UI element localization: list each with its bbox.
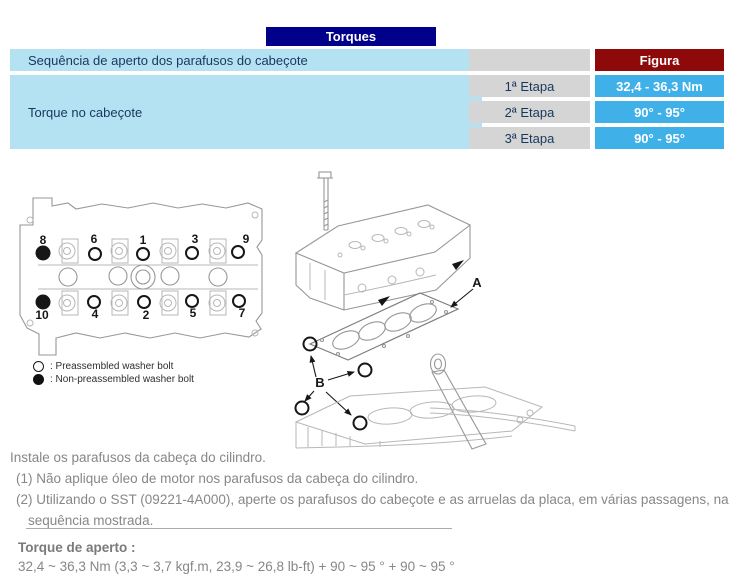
head-bolt: [317, 172, 333, 230]
cylinder-head-top-view-diagram: [10, 185, 280, 360]
bolt-number: 2: [142, 308, 150, 322]
torque-value: 32,4 ~ 36,3 Nm (3,3 ~ 3,7 kgf.m, 23,9 ~ 26,8 lb-ft) + 90 ~ 95 ° + 90 ~ 95 °: [18, 559, 455, 574]
torques-title: Torques: [266, 27, 436, 46]
gasket-label-a: A: [472, 275, 482, 290]
bolt-number: 7: [238, 306, 246, 320]
bolt-marker-open-icon: [137, 248, 149, 260]
filled-circle-icon: [33, 374, 44, 385]
bolt-marker-filled-icon: [36, 246, 51, 261]
bolt-number: 3: [191, 232, 199, 246]
instruction-line-2: (1) Não aplique óleo de motor nos parafusos da cabeça do cilindro.: [16, 471, 419, 486]
exploded-view-diagram: [280, 160, 580, 450]
spec-name-cell: Sequência de aperto dos parafusos do cabeçote: [10, 49, 482, 71]
engine-block: [296, 387, 542, 448]
value-cell-1: 32,4 - 36,3 Nm: [595, 75, 724, 97]
bolt-marker-open-icon: [186, 247, 198, 259]
bolt-number: 4: [91, 307, 99, 321]
dowel-circle: [354, 417, 367, 430]
torque-divider: [26, 528, 452, 529]
dowel-circles: [296, 338, 372, 430]
value-cell-3: 90° - 95°: [595, 127, 724, 149]
instruction-line-3b: sequência mostrada.: [28, 513, 154, 528]
bolt-number: 10: [35, 308, 49, 322]
stage-cell-1: 1ª Etapa: [469, 75, 590, 97]
bolt-number: 5: [189, 306, 197, 320]
bolt-number: 6: [90, 232, 98, 246]
dowel-label-b: B: [315, 375, 325, 390]
stage-cell-2: 2ª Etapa: [469, 101, 590, 123]
bolt-number: 8: [39, 233, 47, 247]
bolt-number: 1: [139, 233, 147, 247]
label-a-arrow: [451, 289, 473, 307]
value-cell-2: 90° - 95°: [595, 101, 724, 123]
bolt-number: 9: [242, 232, 250, 246]
bolt-marker-open-icon: [138, 296, 150, 308]
legend-item-non-preassembled: [33, 374, 194, 385]
torque-heading: Torque de aperto :: [18, 540, 136, 555]
legend-item-preassembled: [33, 361, 173, 372]
empty-header-cell: [469, 49, 590, 71]
dowel-circle: [296, 402, 309, 415]
bolt-marker-open-icon: [89, 248, 101, 260]
bolt-marker-open-icon: [232, 246, 244, 258]
head-outline: [20, 198, 262, 355]
wrench: [430, 354, 575, 449]
legend-label: : Preassembled washer bolt: [50, 361, 174, 372]
figura-header-cell: Figura: [595, 49, 724, 71]
legend-label: : Non-preassembled washer bolt: [50, 374, 194, 385]
group-label-cell: Torque no cabeçote: [10, 75, 482, 149]
cylinder-head-3d: [296, 205, 470, 310]
bolt-sequence-numbers: [35, 232, 249, 322]
instruction-line-1: Instale os parafusos da cabeça do cilindro.: [10, 450, 266, 465]
instruction-line-3a: (2) Utilizando o SST (09221-4A000), aperte os parafusos do cabeçote e as arruelas da placa, em várias passagens, na: [16, 492, 729, 507]
open-circle-icon: [33, 361, 44, 372]
dowel-circle: [359, 364, 372, 377]
washer-bolt-rows: [59, 243, 227, 311]
stage-cell-3: 3ª Etapa: [469, 127, 590, 149]
